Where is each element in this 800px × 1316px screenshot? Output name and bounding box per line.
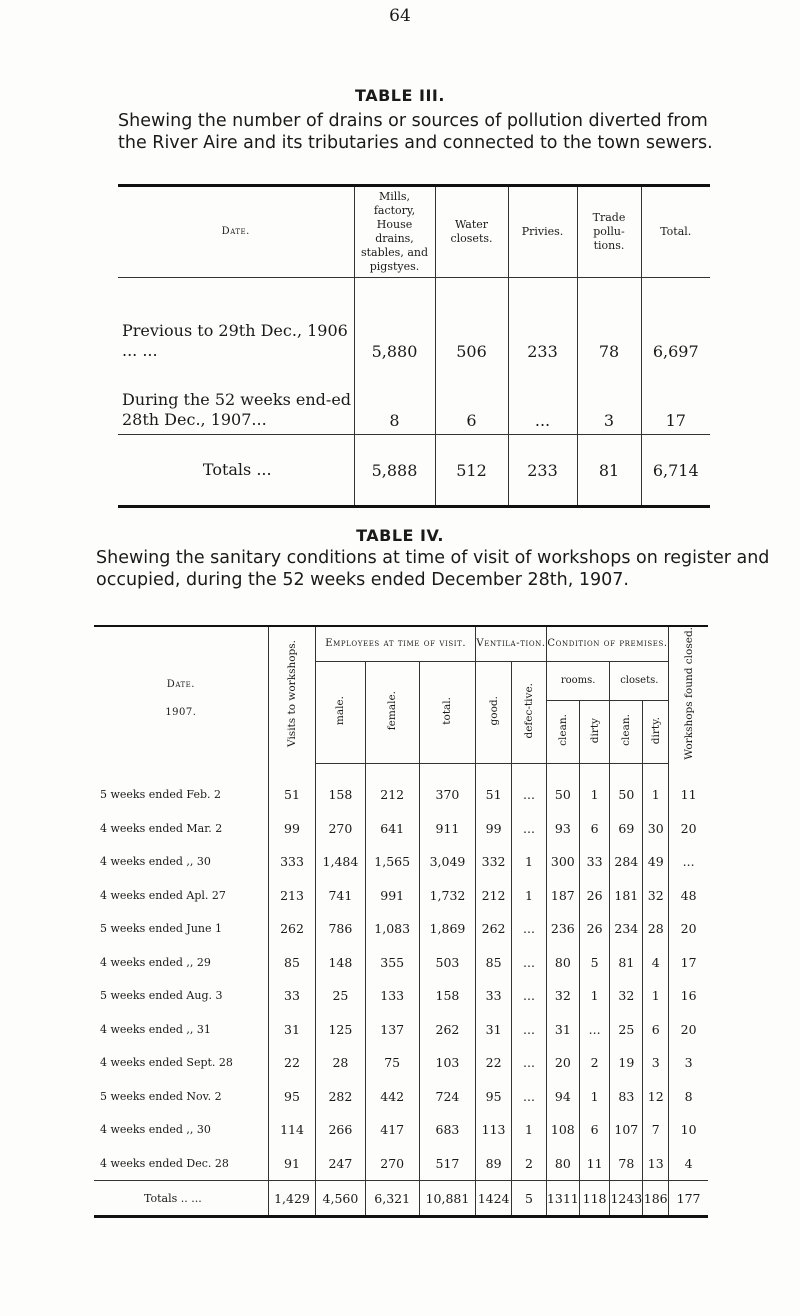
cell-closets-clean: 107 — [610, 1113, 643, 1147]
row-date: 4 weeks ended ,, 30 — [100, 855, 211, 869]
cell-total: 158 — [419, 979, 475, 1013]
cell-male: 148 — [316, 946, 365, 980]
row-date: 5 weeks ended Aug. 3 — [100, 989, 223, 1003]
cell-rooms-dirty: 5 — [579, 946, 610, 980]
cell-defective: 1 — [512, 1113, 547, 1147]
cell-total: 503 — [419, 946, 475, 980]
col-rooms-clean: clean. — [546, 701, 579, 764]
cell-male: 1,484 — [316, 845, 365, 879]
year-heading: 1907. — [165, 707, 197, 719]
cell-defective: ... — [512, 979, 547, 1013]
cell-good: 31 — [476, 1013, 512, 1047]
cell-good: 33 — [476, 979, 512, 1013]
table4-title: TABLE IV. — [356, 526, 444, 545]
cell-closets-dirty: 1 — [643, 764, 669, 812]
cell-closets-dirty: 186 — [643, 1181, 669, 1217]
cell-closets-clean: 234 — [610, 912, 643, 946]
table-row — [94, 979, 708, 1013]
cell-defective: 5 — [512, 1181, 547, 1217]
cell-total: 683 — [419, 1113, 475, 1147]
cell-closed: 4 — [669, 1147, 708, 1181]
cell-defective: ... — [512, 912, 547, 946]
col-good: good. — [476, 662, 512, 764]
cell-closets-dirty: 13 — [643, 1147, 669, 1181]
cell-rooms-clean: 80 — [546, 946, 579, 980]
cell-female: 75 — [365, 1046, 419, 1080]
cell-good: 262 — [476, 912, 512, 946]
cell-male: 786 — [316, 912, 365, 946]
cell-water: 6 — [435, 363, 508, 435]
cell-mills: 5,880 — [354, 278, 435, 364]
cell-female: 133 — [365, 979, 419, 1013]
table-row — [118, 363, 710, 435]
cell-female: 212 — [365, 764, 419, 812]
cell-water: 506 — [435, 278, 508, 364]
totals-label: Totals .. ... — [94, 1181, 268, 1217]
cell-male: 270 — [316, 812, 365, 846]
cell-closets-dirty: 28 — [643, 912, 669, 946]
cell-closets-dirty: 3 — [643, 1046, 669, 1080]
cell-rooms-clean: 236 — [546, 912, 579, 946]
col-employees: Employees at time of visit. — [316, 626, 476, 662]
cell-visits: 85 — [268, 946, 315, 980]
totals-label: Totals ... — [118, 435, 354, 507]
row-date: 5 weeks ended June 1 — [100, 922, 223, 936]
cell-female: 641 — [365, 812, 419, 846]
table3-title: TABLE III. — [355, 86, 445, 105]
cell-visits: 114 — [268, 1113, 315, 1147]
cell-closed: 48 — [669, 879, 708, 913]
cell-closets-clean: 81 — [610, 946, 643, 980]
cell-total: 724 — [419, 1080, 475, 1114]
col-defective: defec-tive. — [512, 662, 547, 764]
cell-female: 355 — [365, 946, 419, 980]
cell-female: 991 — [365, 879, 419, 913]
cell-male: 25 — [316, 979, 365, 1013]
cell-trade: 3 — [577, 363, 641, 435]
cell-good: 51 — [476, 764, 512, 812]
cell-defective: ... — [512, 946, 547, 980]
cell-good: 95 — [476, 1080, 512, 1114]
cell-good: 332 — [476, 845, 512, 879]
col-female: female. — [365, 662, 419, 764]
cell-rooms-clean: 1311 — [546, 1181, 579, 1217]
cell-closed: 20 — [669, 812, 708, 846]
cell-rooms-clean: 32 — [546, 979, 579, 1013]
cell-privies: 233 — [508, 278, 577, 364]
col-ventilation: Ventila-tion. — [476, 626, 547, 662]
cell-rooms-dirty: 1 — [579, 1080, 610, 1114]
cell-defective: ... — [512, 812, 547, 846]
cell-privies: 233 — [508, 435, 577, 507]
col-rooms: rooms. — [546, 662, 610, 701]
cell-closed: 8 — [669, 1080, 708, 1114]
table3-caption: Shewing the number of drains or sources of pollution diverted from the River Aire and its tributaries and connected to the town sewers. — [118, 111, 713, 153]
cell-good: 89 — [476, 1147, 512, 1181]
cell-total: 1,732 — [419, 879, 475, 913]
col-trade: Trade pollu-tions. — [577, 186, 641, 278]
cell-closets-dirty: 7 — [643, 1113, 669, 1147]
table4 — [94, 625, 708, 1218]
cell-visits: 262 — [268, 912, 315, 946]
cell-male: 247 — [316, 1147, 365, 1181]
cell-total: 370 — [419, 764, 475, 812]
cell-defective: ... — [512, 764, 547, 812]
table-row — [118, 278, 710, 364]
cell-rooms-dirty: 26 — [579, 879, 610, 913]
cell-rooms-dirty: 26 — [579, 912, 610, 946]
cell-closets-dirty: 4 — [643, 946, 669, 980]
col-closets: closets. — [610, 662, 669, 701]
row-date: 4 weeks ended Sept. 28 — [100, 1056, 233, 1070]
cell-total: 1,869 — [419, 912, 475, 946]
cell-total: 911 — [419, 812, 475, 846]
cell-total: 6,697 — [641, 278, 710, 364]
table3-header-row — [118, 186, 710, 278]
cell-closets-clean: 284 — [610, 845, 643, 879]
cell-rooms-clean: 31 — [546, 1013, 579, 1047]
table-row — [94, 912, 708, 946]
cell-total: 17 — [641, 363, 710, 435]
col-water-closets: Water closets. — [435, 186, 508, 278]
cell-mills: 8 — [354, 363, 435, 435]
cell-defective: ... — [512, 1046, 547, 1080]
col-closets-dirty: dirty. — [643, 701, 669, 764]
table4-header-row — [94, 626, 708, 662]
cell-closets-clean: 50 — [610, 764, 643, 812]
cell-female: 442 — [365, 1080, 419, 1114]
cell-female: 270 — [365, 1147, 419, 1181]
cell-female: 137 — [365, 1013, 419, 1047]
cell-closets-clean: 181 — [610, 879, 643, 913]
cell-rooms-clean: 187 — [546, 879, 579, 913]
cell-visits: 31 — [268, 1013, 315, 1047]
cell-rooms-clean: 108 — [546, 1113, 579, 1147]
cell-mills: 5,888 — [354, 435, 435, 507]
cell-defective: ... — [512, 1080, 547, 1114]
table-row — [94, 1046, 708, 1080]
cell-closets-dirty: 6 — [643, 1013, 669, 1047]
cell-closets-dirty: 12 — [643, 1080, 669, 1114]
cell-rooms-dirty: 118 — [579, 1181, 610, 1217]
row-date: Previous to 29th Dec., 1906 ... ... — [122, 321, 348, 360]
table-row — [94, 1080, 708, 1114]
cell-closed: 17 — [669, 946, 708, 980]
table4-body — [94, 764, 708, 1181]
cell-male: 4,560 — [316, 1181, 365, 1217]
cell-total: 262 — [419, 1013, 475, 1047]
cell-total: 517 — [419, 1147, 475, 1181]
col-total: Total. — [641, 186, 710, 278]
cell-rooms-dirty: 1 — [579, 979, 610, 1013]
cell-rooms-clean: 20 — [546, 1046, 579, 1080]
col-condition: Condition of premises. — [546, 626, 668, 662]
cell-closets-clean: 25 — [610, 1013, 643, 1047]
col-male: male. — [316, 662, 365, 764]
cell-male: 28 — [316, 1046, 365, 1080]
cell-good: 22 — [476, 1046, 512, 1080]
cell-closets-clean: 69 — [610, 812, 643, 846]
cell-defective: 1 — [512, 845, 547, 879]
table3 — [118, 184, 710, 508]
cell-rooms-clean: 94 — [546, 1080, 579, 1114]
row-date: 4 weeks ended Dec. 28 — [100, 1156, 229, 1170]
row-date: 4 weeks ended ,, 29 — [100, 955, 211, 969]
cell-good: 85 — [476, 946, 512, 980]
cell-total: 6,714 — [641, 435, 710, 507]
col-closets-clean: clean. — [610, 701, 643, 764]
cell-closets-clean: 1243 — [610, 1181, 643, 1217]
cell-trade: 78 — [577, 278, 641, 364]
cell-total: 10,881 — [419, 1181, 475, 1217]
cell-closets-clean: 32 — [610, 979, 643, 1013]
cell-female: 6,321 — [365, 1181, 419, 1217]
col-date — [94, 626, 268, 764]
col-rooms-dirty: dirty — [579, 701, 610, 764]
cell-closets-clean: 83 — [610, 1080, 643, 1114]
cell-defective: 1 — [512, 879, 547, 913]
table-row — [94, 1147, 708, 1181]
table-row — [94, 764, 708, 812]
cell-visits: 1,429 — [268, 1181, 315, 1217]
table-row — [94, 946, 708, 980]
cell-defective: ... — [512, 1013, 547, 1047]
table4-caption: Shewing the sanitary conditions at time of visit of workshops on register and occupied, during the 52 weeks ended December 28th, 1907. — [96, 548, 770, 590]
col-privies: Privies. — [508, 186, 577, 278]
cell-rooms-dirty: 1 — [579, 764, 610, 812]
table-row — [94, 1013, 708, 1047]
cell-visits: 95 — [268, 1080, 315, 1114]
cell-rooms-clean: 300 — [546, 845, 579, 879]
cell-visits: 99 — [268, 812, 315, 846]
cell-closed: 20 — [669, 1013, 708, 1047]
cell-good: 1424 — [476, 1181, 512, 1217]
row-date: 4 weeks ended Mar. 2 — [100, 821, 223, 835]
page-number: 64 — [389, 6, 411, 26]
totals-row — [94, 1181, 708, 1217]
cell-privies: ... — [508, 363, 577, 435]
cell-closed: 16 — [669, 979, 708, 1013]
table-row — [94, 1113, 708, 1147]
cell-closets-dirty: 30 — [643, 812, 669, 846]
col-workshops-closed: Workshops found closed. — [669, 626, 708, 764]
cell-rooms-clean: 93 — [546, 812, 579, 846]
cell-male: 266 — [316, 1113, 365, 1147]
cell-rooms-dirty: 33 — [579, 845, 610, 879]
cell-male: 158 — [316, 764, 365, 812]
cell-closets-dirty: 1 — [643, 979, 669, 1013]
table-row — [94, 879, 708, 913]
row-date: 4 weeks ended ,, 31 — [100, 1022, 211, 1036]
col-total: total. — [419, 662, 475, 764]
cell-closed: 20 — [669, 912, 708, 946]
col-mills: Mills, factory, House drains, stables, and pigstyes. — [354, 186, 435, 278]
cell-rooms-dirty: ... — [579, 1013, 610, 1047]
cell-male: 741 — [316, 879, 365, 913]
cell-water: 512 — [435, 435, 508, 507]
cell-rooms-dirty: 2 — [579, 1046, 610, 1080]
totals-row — [118, 435, 710, 507]
cell-visits: 33 — [268, 979, 315, 1013]
cell-male: 125 — [316, 1013, 365, 1047]
cell-closets-dirty: 32 — [643, 879, 669, 913]
cell-good: 212 — [476, 879, 512, 913]
cell-closets-dirty: 49 — [643, 845, 669, 879]
col-visits: Visits to workshops. — [268, 626, 315, 764]
row-date: During the 52 weeks end-ed 28th Dec., 1907... — [122, 390, 352, 429]
cell-closed: 3 — [669, 1046, 708, 1080]
cell-visits: 333 — [268, 845, 315, 879]
table-row — [94, 845, 708, 879]
cell-total: 3,049 — [419, 845, 475, 879]
cell-visits: 213 — [268, 879, 315, 913]
cell-good: 113 — [476, 1113, 512, 1147]
cell-male: 282 — [316, 1080, 365, 1114]
col-date: Date. — [118, 186, 354, 278]
cell-rooms-dirty: 6 — [579, 1113, 610, 1147]
cell-rooms-clean: 80 — [546, 1147, 579, 1181]
cell-rooms-dirty: 11 — [579, 1147, 610, 1181]
cell-closed: 10 — [669, 1113, 708, 1147]
cell-female: 1,083 — [365, 912, 419, 946]
cell-closed: 177 — [669, 1181, 708, 1217]
cell-rooms-clean: 50 — [546, 764, 579, 812]
cell-rooms-dirty: 6 — [579, 812, 610, 846]
cell-closed: ... — [669, 845, 708, 879]
row-date: 4 weeks ended Apl. 27 — [100, 888, 226, 902]
date-heading: Date. — [166, 679, 195, 691]
row-date: 4 weeks ended ,, 30 — [100, 1123, 211, 1137]
cell-visits: 51 — [268, 764, 315, 812]
cell-female: 1,565 — [365, 845, 419, 879]
cell-closets-clean: 78 — [610, 1147, 643, 1181]
row-date: 5 weeks ended Feb. 2 — [100, 788, 221, 802]
cell-visits: 22 — [268, 1046, 315, 1080]
cell-closed: 11 — [669, 764, 708, 812]
cell-trade: 81 — [577, 435, 641, 507]
cell-defective: 2 — [512, 1147, 547, 1181]
row-date: 5 weeks ended Nov. 2 — [100, 1089, 222, 1103]
cell-closets-clean: 19 — [610, 1046, 643, 1080]
cell-visits: 91 — [268, 1147, 315, 1181]
table-row — [94, 812, 708, 846]
cell-female: 417 — [365, 1113, 419, 1147]
cell-total: 103 — [419, 1046, 475, 1080]
cell-good: 99 — [476, 812, 512, 846]
